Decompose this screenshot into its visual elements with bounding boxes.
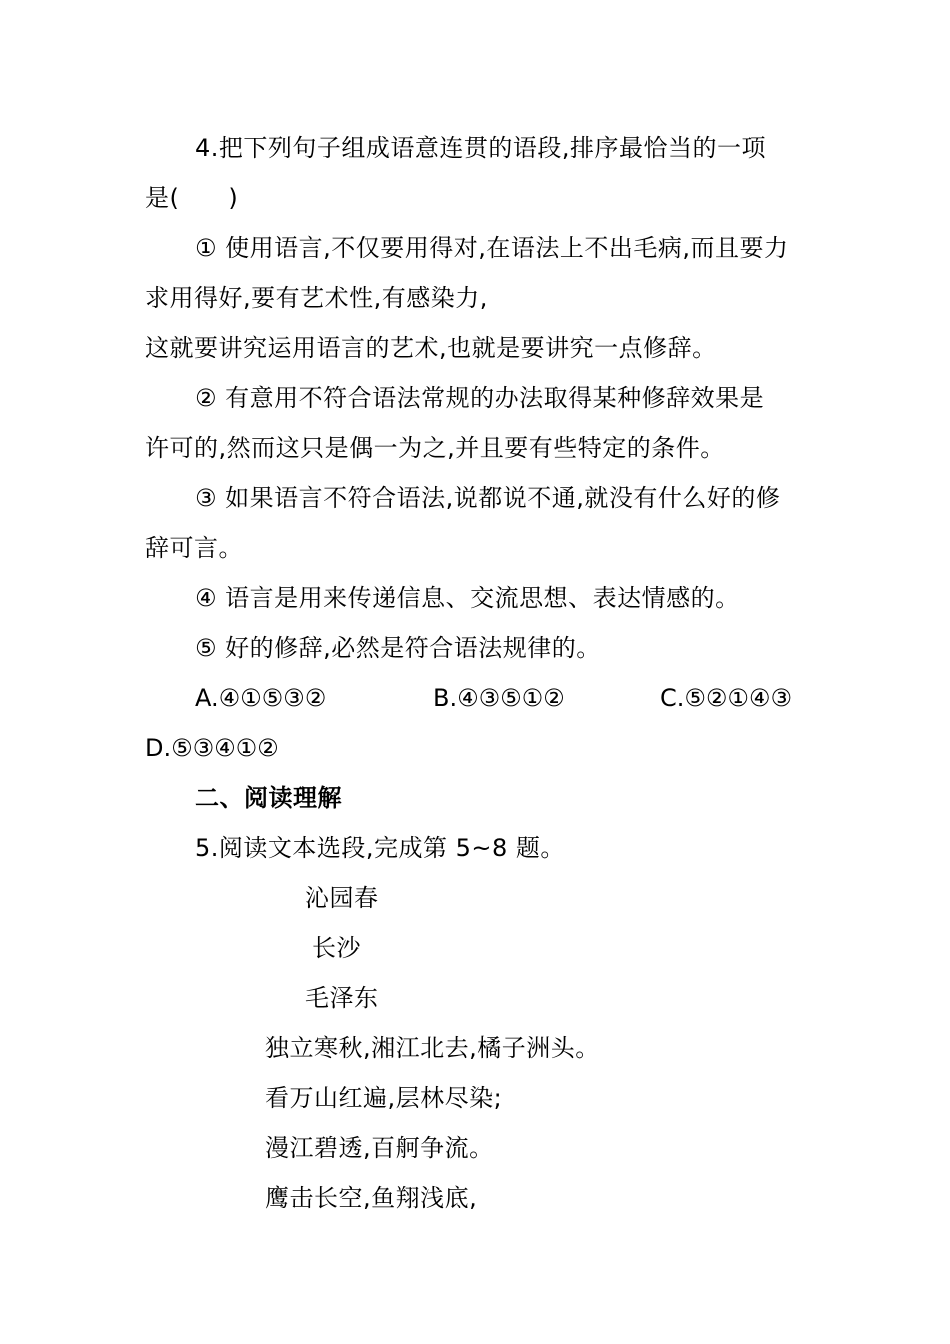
sentence-2-line2: 许可的,然而这只是偶一为之,并且要有些特定的条件。 [145, 434, 725, 462]
sentence-1-line2: 求用得好,要有艺术性,有感染力, [145, 284, 488, 312]
section-heading: 二、阅读理解 [195, 784, 342, 812]
option-d[interactable]: D.⑤③④①② [145, 734, 279, 762]
sentence-5: ⑤ 好的修辞,必然是符合语法规律的。 [195, 634, 601, 662]
poem-title: 沁园春 [305, 884, 379, 912]
option-a[interactable]: A.④①⑤③② [195, 684, 327, 712]
option-c[interactable]: C.⑤②①④③ [660, 684, 792, 712]
poem-line: 漫江碧透,百舸争流。 [265, 1134, 494, 1162]
option-b[interactable]: B.④③⑤①② [433, 684, 565, 712]
poem-author: 毛泽东 [305, 984, 379, 1012]
q4-stem-line2: 是( ) [145, 184, 239, 212]
sentence-1-line1: ① 使用语言,不仅要用得对,在语法上不出毛病,而且要力 [195, 234, 789, 262]
q5-stem: 5.阅读文本选段,完成第 5~8 题。 [195, 834, 565, 862]
sentence-4: ④ 语言是用来传递信息、交流思想、表达情感的。 [195, 584, 740, 612]
poem-subtitle: 长沙 [312, 934, 361, 962]
sentence-1-line3: 这就要讲究运用语言的艺术,也就是要讲究一点修辞。 [145, 334, 717, 362]
poem-line: 鹰击长空,鱼翔浅底, [265, 1184, 478, 1212]
poem-line: 看万山红遍,层林尽染; [265, 1084, 503, 1112]
sentence-2-line1: ② 有意用不符合语法常规的办法取得某种修辞效果是 [195, 384, 765, 412]
sentence-3-line1: ③ 如果语言不符合语法,说都说不通,就没有什么好的修 [195, 484, 781, 512]
sentence-3-line2: 辞可言。 [145, 534, 243, 562]
q4-stem-line1: 4.把下列句子组成语意连贯的语段,排序最恰当的一项 [195, 134, 767, 162]
poem-line: 独立寒秋,湘江北去,橘子洲头。 [265, 1034, 600, 1062]
